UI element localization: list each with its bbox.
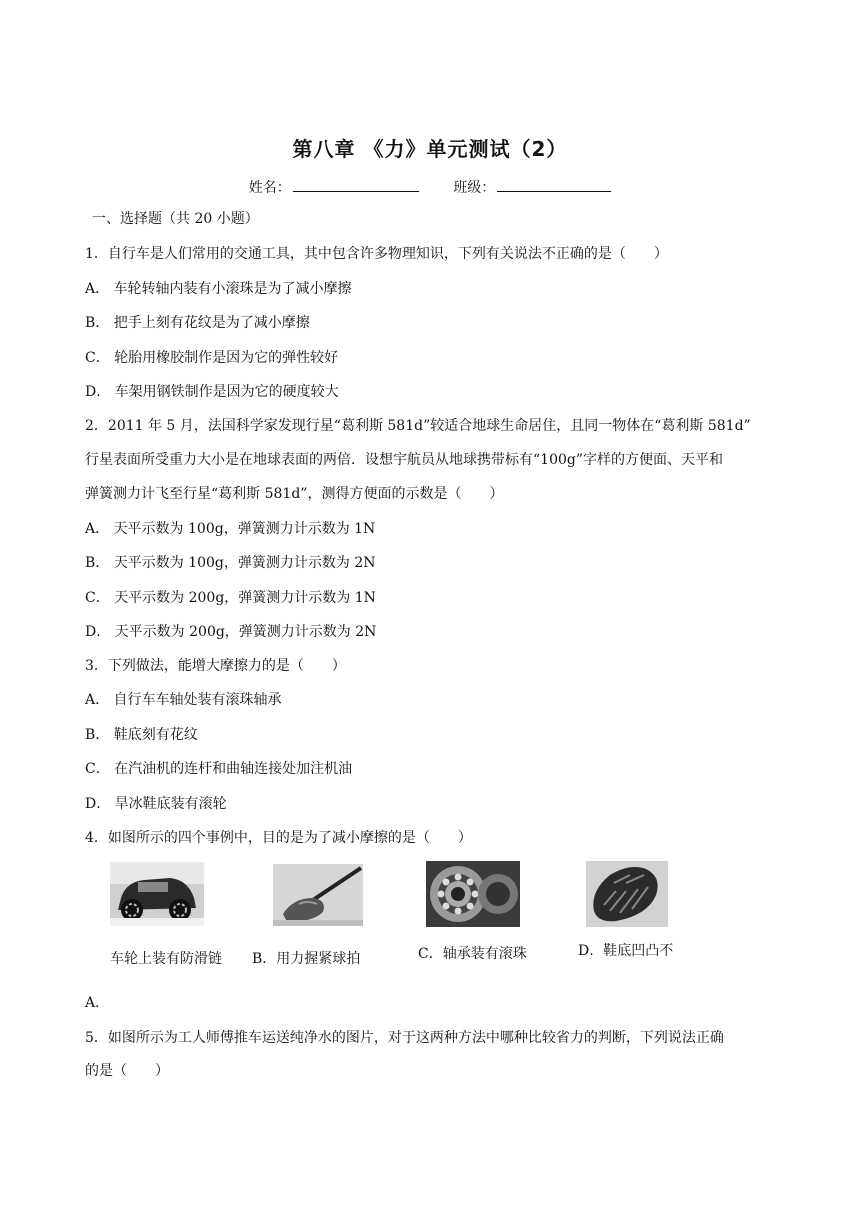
question-3-option-a: A． 自行车车轴处装有滚珠轴承 [85, 692, 282, 708]
hand-gripping-racket-photo [273, 864, 363, 926]
question-4-figures [100, 858, 740, 968]
section-heading: 一、选择题（共 20 小题） [92, 211, 259, 227]
figure-caption-a: 车轮上装有防滑链 [110, 951, 222, 967]
question-2-option-c: C． 天平示数为 200g，弹簧测力计示数为 1N [85, 590, 376, 606]
question-3-stem: 3．下列做法，能增大摩擦力的是（ ） [85, 658, 346, 674]
question-2-stem-line-1: 2．2011 年 5 月，法国科学家发现行星“葛利斯 581d”较适合地球生命居住，且同一物体在“葛利斯 581d” [85, 418, 751, 434]
question-1-option-b: B． 把手上刻有花纹是为了减小摩擦 [85, 315, 310, 331]
question-5-stem-line-2: 的是（ ） [85, 1063, 169, 1079]
question-1-option-d: D． 车架用钢铁制作是因为它的硬度较大 [85, 384, 339, 400]
question-4-answer-prefix: A． [85, 995, 110, 1011]
question-5-stem-line-1: 5．如图所示为工人师傅推车运送纯净水的图片，对于这两种方法中哪种比较省力的判断，下列说法正确 [85, 1030, 724, 1046]
question-4-stem: 4．如图所示的四个事例中，目的是为了减小摩擦的是（ ） [85, 830, 472, 846]
question-2-option-b: B． 天平示数为 100g，弹簧测力计示数为 2N [85, 555, 376, 571]
question-2-stem-line-3: 弹簧测力计飞至行星“葛利斯 581d”，测得方便面的示数是（ ） [85, 486, 504, 502]
name-blank[interactable] [293, 177, 419, 192]
figure-caption-c: C．轴承装有滚珠 [418, 946, 527, 962]
question-3-option-d: D． 旱冰鞋底装有滚轮 [85, 796, 227, 812]
question-1-stem: 1．自行车是人们常用的交通工具，其中包含许多物理知识，下列有关说法不正确的是（ ） [85, 246, 668, 262]
car-with-chains-photo [110, 862, 204, 926]
student-info [0, 177, 860, 197]
name-label: 姓名： [248, 180, 291, 196]
question-2-option-a: A． 天平示数为 100g，弹簧测力计示数为 1N [85, 521, 376, 537]
class-blank[interactable] [497, 177, 611, 192]
question-1-option-c: C． 轮胎用橡胶制作是因为它的弹性较好 [85, 350, 339, 366]
page-title: 第八章 《力》单元测试（2） [292, 137, 568, 161]
question-3-option-b: B． 鞋底刻有花纹 [85, 727, 198, 743]
figure-caption-b: B．用力握紧球拍 [252, 951, 361, 967]
figure-caption-d: D．鞋底凹凸不 [578, 943, 674, 959]
shoe-sole-photo [586, 861, 668, 927]
question-1-option-a: A． 车轮转轴内装有小滚珠是为了减小摩擦 [85, 281, 352, 297]
question-2-stem-line-2: 行星表面所受重力大小是在地球表面的两倍．设想宇航员从地球携带标有“100g”字样的方便面、天平和 [85, 452, 723, 468]
class-label: 班级： [453, 180, 496, 196]
question-2-option-d: D． 天平示数为 200g，弹簧测力计示数为 2N [85, 624, 377, 640]
ball-bearing-photo [426, 861, 520, 927]
question-3-option-c: C． 在汽油机的连杆和曲轴连接处加注机油 [85, 761, 353, 777]
